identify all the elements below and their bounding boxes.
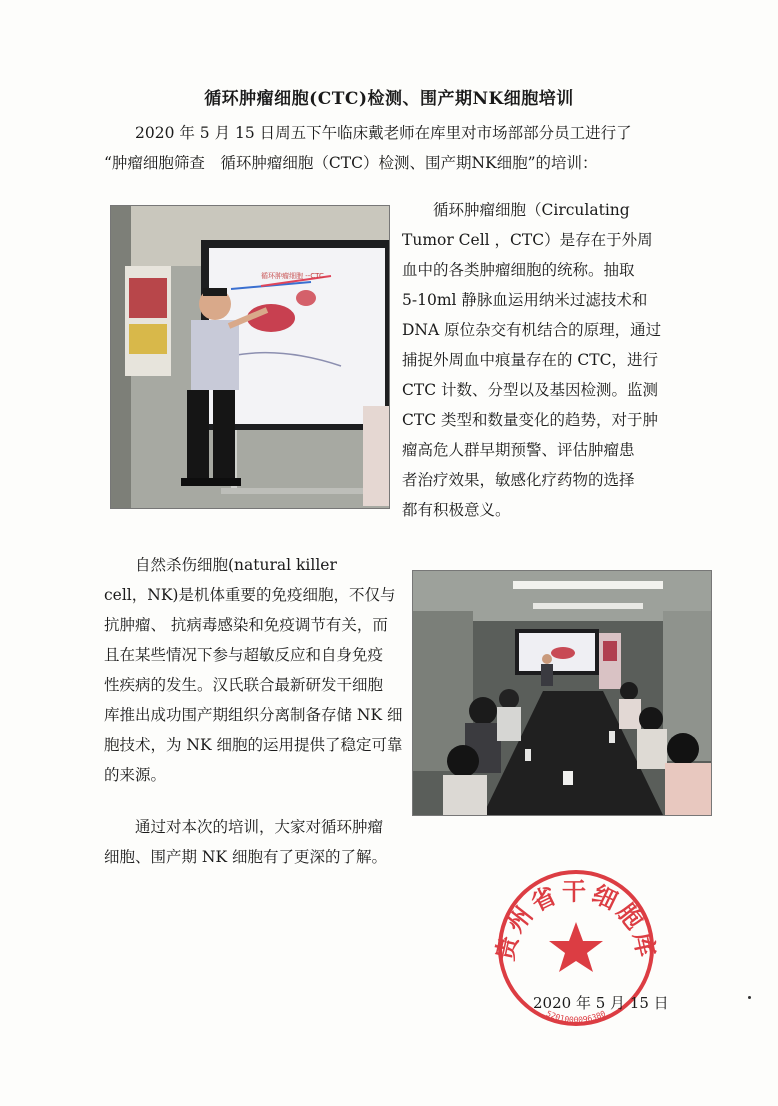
ctc-line: 循环肿瘤细胞（Circulating [433, 201, 630, 219]
signature-date: 2020 年 5 月 15 日 [533, 994, 669, 1012]
nk-line: cell，NK)是机体重要的免疫细胞，不仅与 [104, 586, 396, 604]
nk-line: 且在某些情况下参与超敏反应和自身免疫 [104, 646, 384, 664]
ctc-line: CTC 计数、分型以及基因检测。监测 [402, 381, 658, 399]
nk-line: 库推出成功围产期组织分离制备存储 NK 细 [104, 706, 403, 724]
photo-meeting-room [412, 570, 712, 816]
nk-line: 的来源。 [104, 766, 167, 784]
conclusion-line: 细胞、围产期 NK 细胞有了更深的了解。 [104, 848, 387, 866]
seal-serial: 5201000096380 [544, 1009, 608, 1025]
intro-line: “肿瘤细胞筛查 循环肿瘤细胞（CTC）检测、围产期NK细胞”的培训： [104, 154, 598, 172]
intro-line: 2020 年 5 月 15 日周五下午临床戴老师在库里对市场部部分员工进行了 [135, 124, 632, 142]
paper-speck [748, 996, 751, 999]
seal-text: 贵州省干细胞库 [494, 877, 658, 964]
nk-paragraph [104, 550, 404, 790]
nk-line: 胞技术，为 NK 细胞的运用提供了稳定可靠 [104, 736, 403, 754]
nk-line: 自然杀伤细胞(natural killer [135, 556, 337, 574]
ctc-line: 5-10ml 静脉血运用纳米过滤技术和 [402, 291, 648, 309]
ctc-line: Tumor Cell ，CTC）是存在于外周 [402, 231, 653, 249]
conclusion-paragraph [104, 812, 404, 872]
ctc-line: 都有积极意义。 [402, 501, 511, 519]
ctc-line: 血中的各类肿瘤细胞的统称。抽取 [402, 261, 635, 279]
conclusion-line: 通过对本次的培训，大家对循环肿瘤 [135, 818, 384, 836]
photo-presenter [110, 205, 390, 509]
nk-line: 性疾病的发生。汉氏联合最新研发干细胞 [104, 676, 384, 694]
ctc-paragraph [402, 195, 664, 525]
nk-line: 抗肿瘤、 抗病毒感染和免疫调节有关，而 [104, 616, 388, 634]
document-title: 循环肿瘤细胞(CTC)检测、围产期NK细胞培训 [204, 89, 574, 109]
ctc-line: DNA 原位杂交有机结合的原理，通过 [402, 321, 662, 339]
ctc-line: 者治疗效果，敏感化疗药物的选择 [402, 471, 635, 489]
ctc-line: 捕捉外周血中痕量存在的 CTC，进行 [402, 351, 658, 369]
ctc-line: 瘤高危人群早期预警、评估肿瘤患 [402, 441, 635, 459]
ctc-line: CTC 类型和数量变化的趋势，对于肿 [402, 411, 658, 429]
intro-paragraph [104, 118, 694, 178]
slide-text: 循环肿瘤细胞 --CTC [261, 272, 324, 280]
